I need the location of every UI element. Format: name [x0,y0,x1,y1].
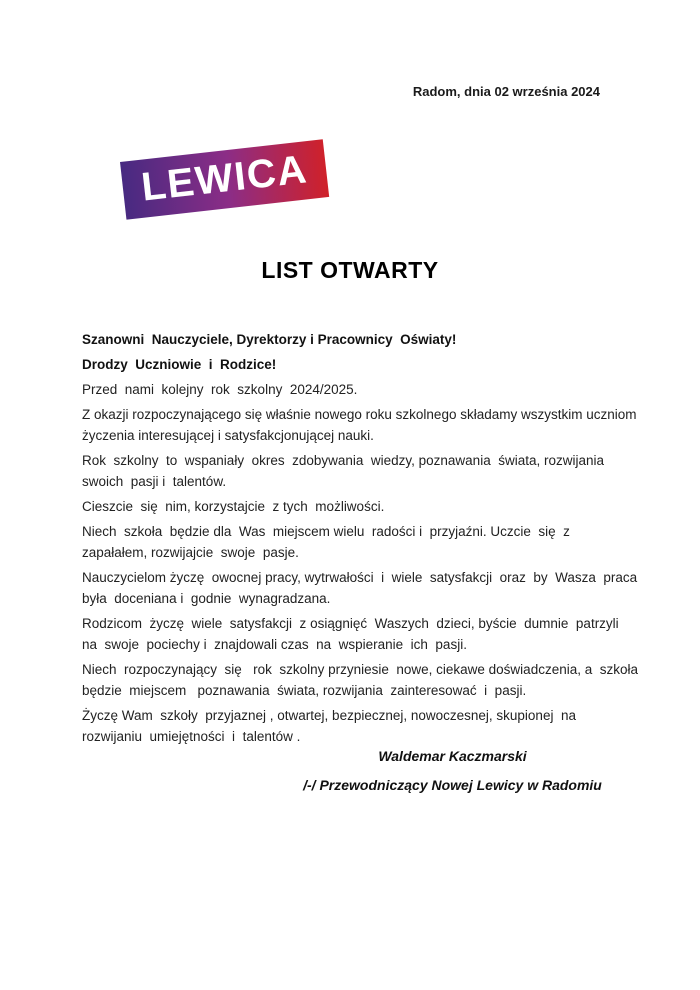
paragraph [82,613,642,655]
paragraph-line: Drodzy Uczniowie i Rodzice! [82,357,277,372]
lewica-logo-text: LEWICA [139,147,310,210]
paragraph-line: Rok szkolny to wspaniały okres zdobywania wiedzy, poznawania świata, rozwijania [82,453,604,468]
paragraph-line: życzenia interesującej i satysfakcjonującej nauki. [82,428,374,443]
signature-name: Waldemar Kaczmarski [378,748,527,764]
paragraph-line: rozwijaniu umiejętności i talentów . [82,729,301,744]
paragraph-line: Nauczycielom życzę owocnej pracy, wytrwałości i wiele satysfakcji oraz by Wasza praca [82,570,638,585]
signature-role: /-/ Przewodniczący Nowej Lewicy w Radomiu [303,777,602,793]
paragraph [82,404,642,446]
paragraph-line: Rodzicom życzę wiele satysfakcji z osiągnięć Waszych dzieci, byście dumnie patrzyli [82,616,619,631]
lewica-logo [120,139,329,219]
paragraph [82,379,642,400]
paragraph [82,659,642,701]
paragraph-line: Niech szkoła będzie dla Was miejscem wielu radości i przyjaźni. Uczcie się z [82,524,570,539]
paragraph [82,354,642,375]
paragraph-line: Szanowni Nauczyciele, Dyrektorzy i Pracownicy Oświaty! [82,332,457,347]
paragraph [82,521,642,563]
paragraph [82,705,642,747]
paragraph-line: zapałałem, rozwijajcie swoje pasje. [82,545,299,560]
letter-body [82,329,642,751]
paragraph [82,329,642,350]
signature-block [280,748,625,793]
paragraph [82,567,642,609]
paragraph-line: Z okazji rozpoczynającego się właśnie nowego roku szkolnego składamy wszystkim uczniom [82,407,637,422]
paragraph-line: była doceniana i godnie wynagradzana. [82,591,331,606]
page-title: LIST OTWARTY [261,257,439,283]
paragraph-line: na swoje pociechy i znajdowali czas na wspieranie ich pasji. [82,637,467,652]
paragraph-line: będzie miejscem poznawania świata, rozwijania zainteresować i pasji. [82,683,527,698]
date-line: Radom, dnia 02 września 2024 [412,84,600,99]
paragraph-line: Życzę Wam szkoły przyjaznej , otwartej, bezpiecznej, nowoczesnej, skupionej na [82,708,576,723]
paragraph-line: Cieszcie się nim, korzystajcie z tych możliwości. [82,499,385,514]
paragraph [82,450,642,492]
paragraph-line: swoich pasji i talentów. [82,474,227,489]
paragraph [82,496,642,517]
paragraph-line: Niech rozpoczynający się rok szkolny przyniesie nowe, ciekawe doświadczenia, a szkoła [82,662,638,677]
paragraph-line: Przed nami kolejny rok szkolny 2024/2025. [82,382,358,397]
